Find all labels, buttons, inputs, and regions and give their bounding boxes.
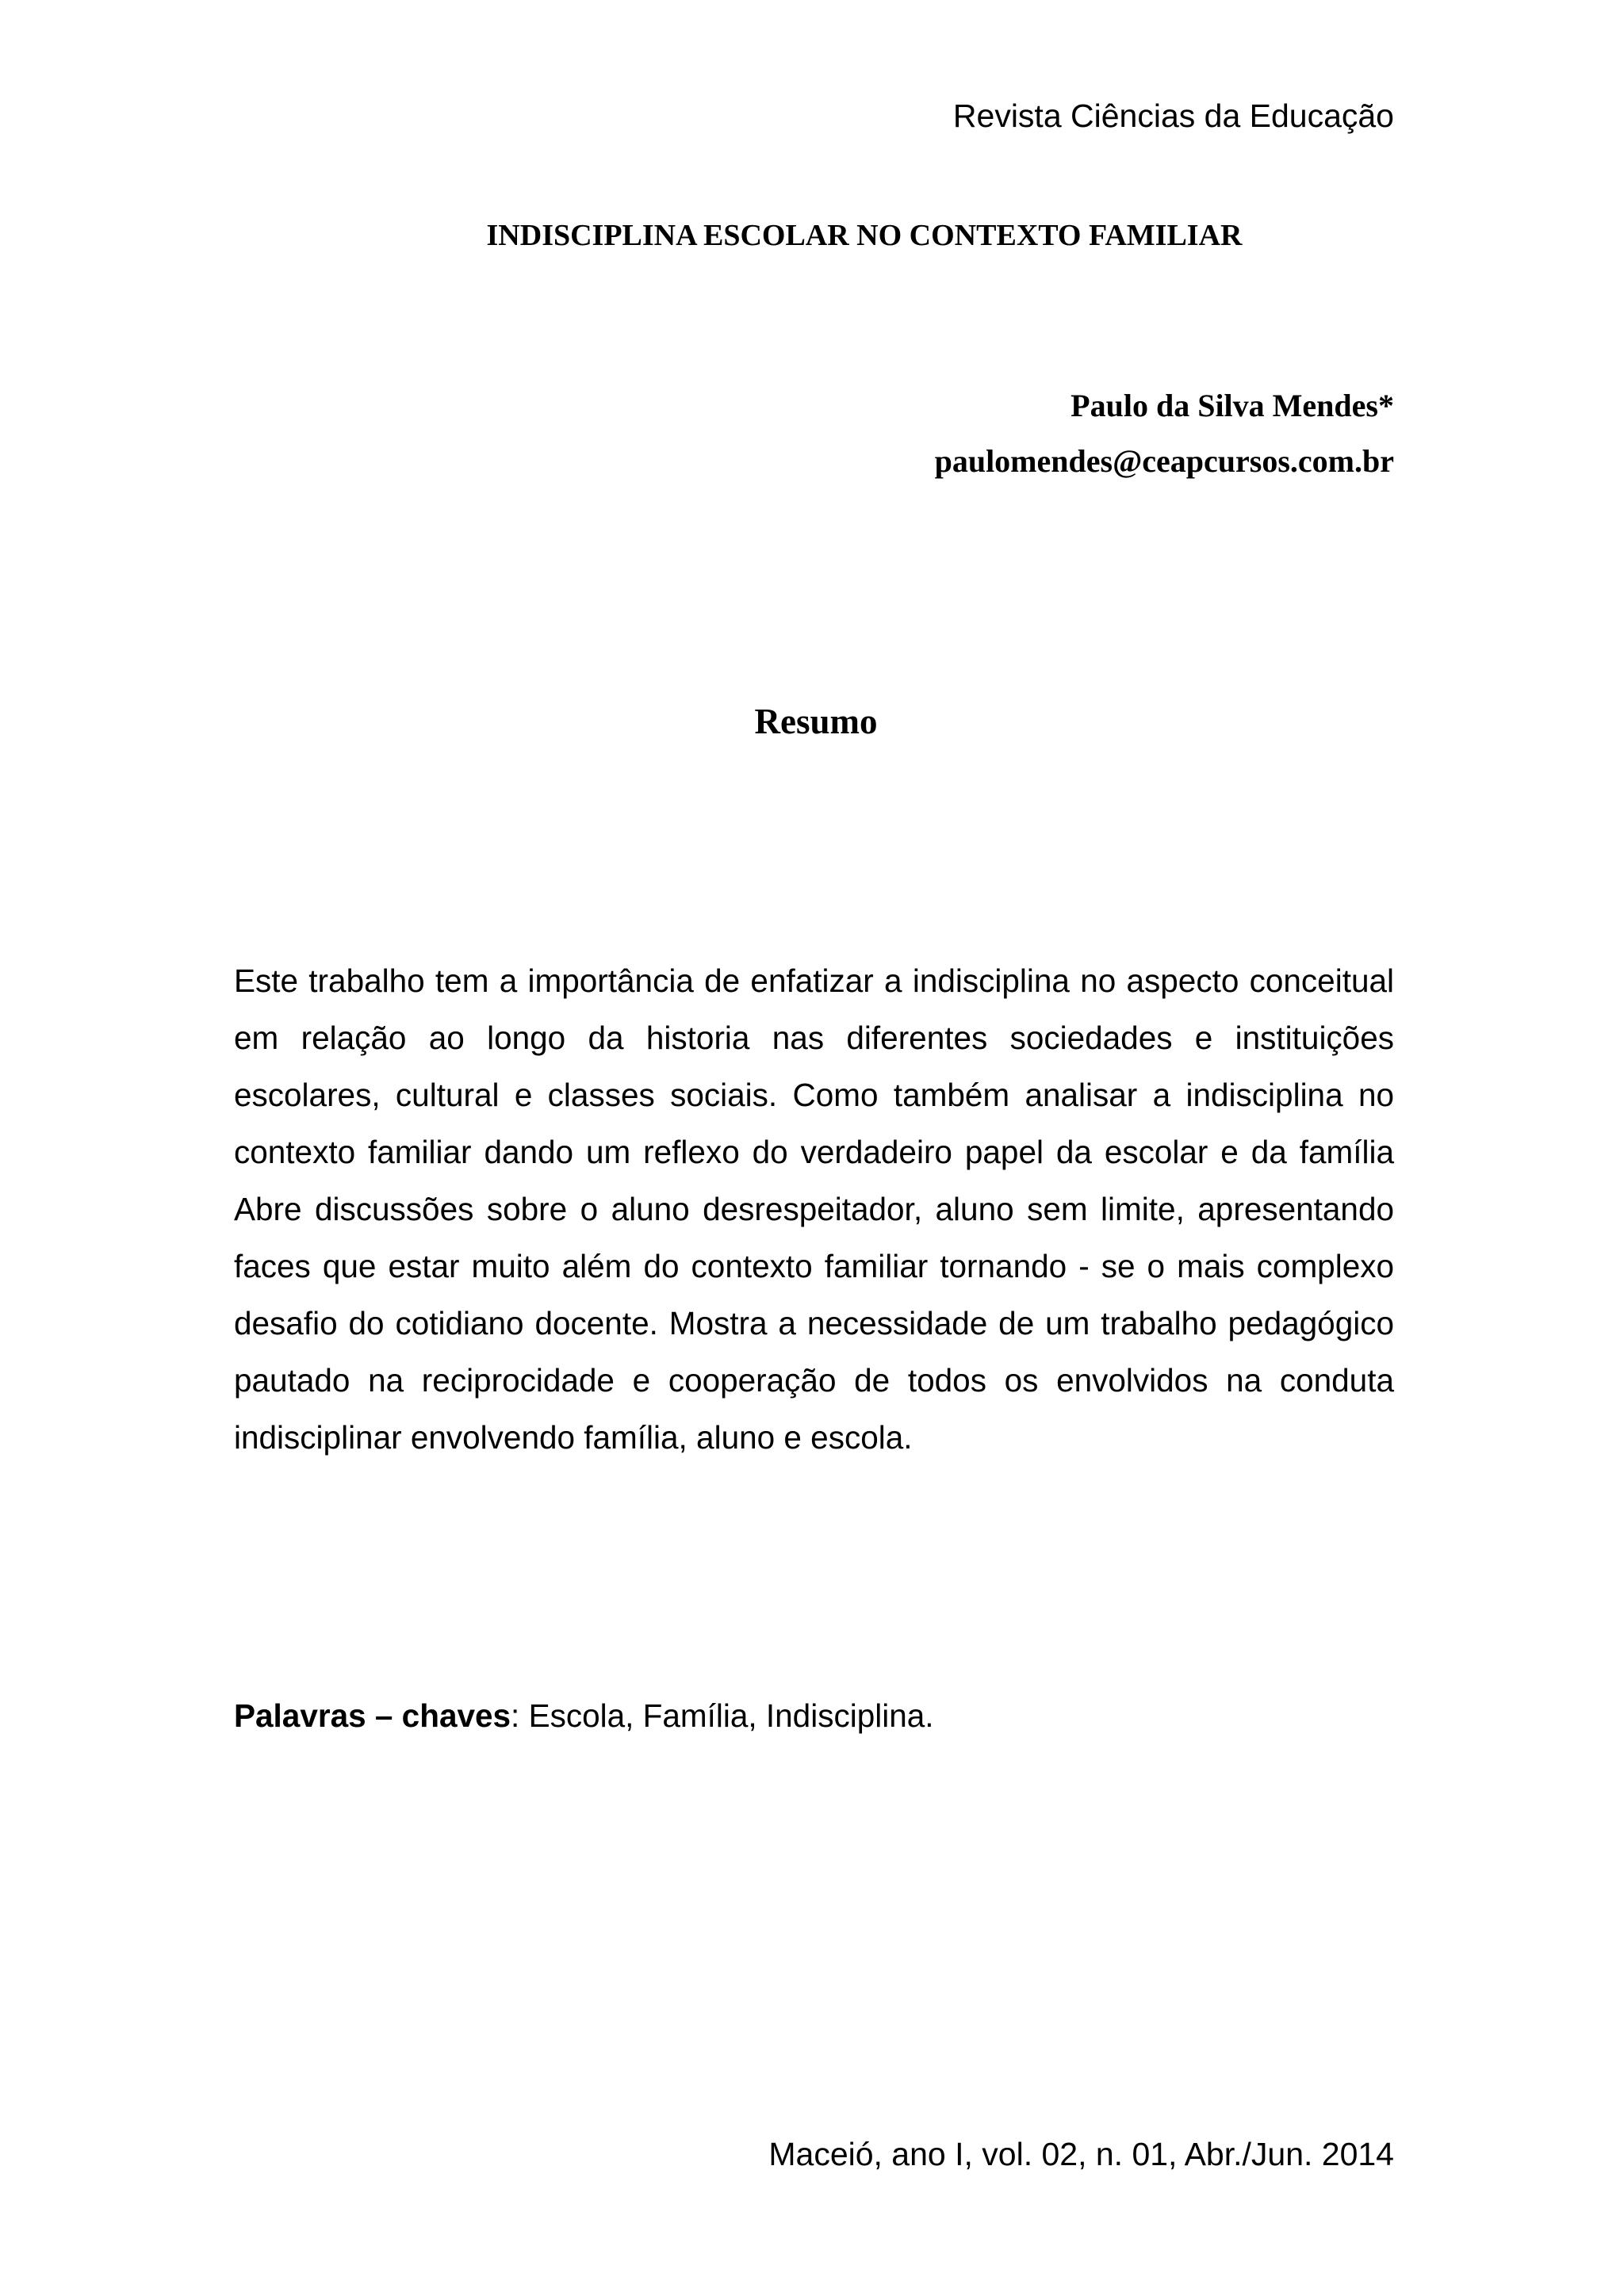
footer-citation: Maceió, ano I, vol. 02, n. 01, Abr./Jun. 2014 — [768, 2136, 1394, 2172]
keywords-separator: : — [511, 1697, 529, 1734]
keywords-line — [234, 1693, 934, 1738]
abstract-heading: Resumo — [754, 702, 878, 741]
journal-header: Revista Ciências da Educação — [952, 98, 1394, 134]
abstract-body: Este trabalho tem a importância de enfatizar a indisciplina no aspecto conceitual em relação ao longo da historia nas diferentes sociedades e instituições escolares, cultural e classes sociais. Como também analisar a indisciplina no contexto familiar dando um reflexo do verdadeiro papel da escolar e da família Abre discussões sobre o aluno desrespeitador, aluno sem limite, apresentando faces que estar muito além do contexto familiar tornando - se o mais complexo desafio do cotidiano docente. Mostra a necessidade de um trabalho pedagógico pautado na reciprocidade e cooperação de todos os envolvidos na conduta indisciplinar envolvendo família, aluno e escola. — [234, 962, 1394, 1456]
paper-title: INDISCIPLINA ESCOLAR NO CONTEXTO FAMILIAR — [486, 219, 1243, 252]
author-name: Paulo da Silva Mendes* — [1071, 388, 1394, 423]
keywords-label: Palavras – chaves — [234, 1697, 511, 1734]
keywords-values: Escola, Família, Indisciplina. — [528, 1697, 934, 1734]
author-email: paulomendes@ceapcursos.com.br — [934, 443, 1394, 479]
